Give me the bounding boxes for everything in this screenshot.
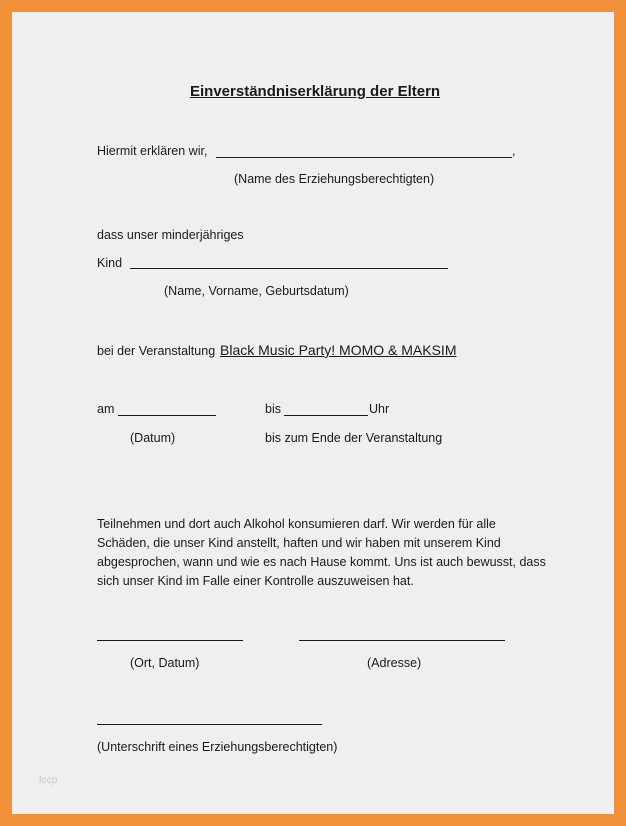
until-time-line[interactable] <box>284 415 368 416</box>
child-name-line[interactable] <box>130 268 448 269</box>
minor-text: dass unser minderjähriges <box>97 228 244 242</box>
declare-suffix: , <box>512 144 516 158</box>
paragraph-line: Teilnehmen und dort auch Alkohol konsumieren darf. Wir werden für alle <box>97 517 496 531</box>
signature-hint: (Unterschrift eines Erziehungsberechtigten) <box>97 740 338 754</box>
paragraph-line: abgesprochen, wann und wie es nach Hause kommt. Uns ist auch bewusst, dass <box>97 555 546 569</box>
document-title: Einverständniserklärung der Eltern <box>190 83 441 100</box>
consent-paragraph <box>97 515 547 591</box>
event-name: Black Music Party! MOMO & MAKSIM <box>220 342 457 358</box>
date-label: am <box>97 402 115 416</box>
date-line[interactable] <box>118 415 216 416</box>
address-line[interactable] <box>299 640 505 641</box>
place-date-hint: (Ort, Datum) <box>130 656 200 670</box>
paragraph-line: Schäden, die unser Kind anstellt, haften und wir haben mit unserem Kind <box>97 536 501 550</box>
guardian-name-hint: (Name des Erziehungsberechtigten) <box>234 172 435 186</box>
place-date-line[interactable] <box>97 640 243 641</box>
until-unit: Uhr <box>369 402 390 416</box>
guardian-name-line[interactable] <box>216 157 512 158</box>
until-label: bis <box>265 402 281 416</box>
declare-prefix: Hiermit erklären wir, <box>97 144 208 158</box>
watermark: fccp <box>39 775 58 786</box>
document-page <box>12 12 614 814</box>
until-hint: bis zum Ende der Veranstaltung <box>265 431 443 445</box>
event-prefix: bei der Veranstaltung <box>97 344 216 358</box>
address-hint: (Adresse) <box>367 656 422 670</box>
date-hint: (Datum) <box>130 431 176 445</box>
child-label: Kind <box>97 256 123 270</box>
signature-line[interactable] <box>97 724 322 725</box>
child-hint: (Name, Vorname, Geburtsdatum) <box>164 284 349 298</box>
paragraph-line: sich unser Kind im Falle einer Kontrolle auszuweisen hat. <box>97 574 414 588</box>
